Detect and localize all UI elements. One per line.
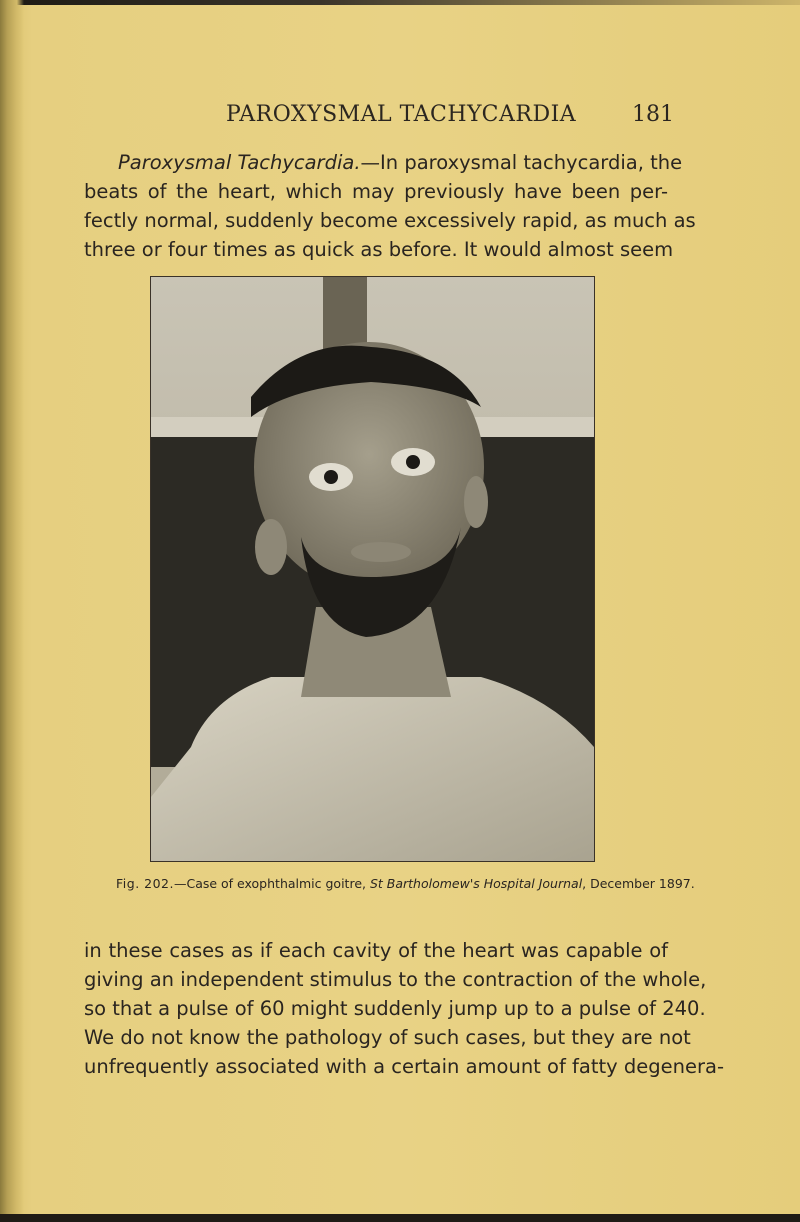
paragraph-line-text: —In paroxysmal tachycardia, the bbox=[360, 151, 683, 174]
patient-portrait-illustration bbox=[151, 277, 594, 861]
paragraph-line bbox=[84, 148, 683, 177]
scan-top-edge bbox=[0, 0, 800, 5]
paragraph-line: beats of the heart, which may previously have been per- bbox=[84, 180, 668, 203]
figure-photograph bbox=[150, 276, 595, 862]
running-head-title: PAROXYSMAL TACHYCARDIA bbox=[226, 102, 577, 127]
paragraph-line: We do not know the pathology of such cases, but they are not bbox=[84, 1026, 691, 1049]
page-number: 181 bbox=[632, 102, 674, 127]
paragraph-1 bbox=[84, 148, 696, 264]
caption-text: —Case of exophthalmic goitre, bbox=[173, 876, 370, 891]
scan-left-edge bbox=[0, 0, 24, 1222]
running-head bbox=[0, 102, 800, 132]
paragraph-line: giving an independent stimulus to the contraction of the whole, bbox=[84, 968, 707, 991]
caption-source: St Bartholomew's Hospital Journal bbox=[369, 876, 583, 891]
paragraph-line: so that a pulse of 60 might suddenly jump up to a pulse of 240. bbox=[84, 997, 706, 1020]
paragraph-2 bbox=[84, 936, 724, 1081]
figure-label: Fig. 202. bbox=[116, 876, 174, 891]
scan-bottom-edge bbox=[0, 1214, 800, 1222]
caption-date: , December 1897. bbox=[582, 876, 695, 891]
paragraph-line: in these cases as if each cavity of the heart was capable of bbox=[84, 939, 668, 962]
paragraph-line: fectly normal, suddenly become excessively rapid, as much as bbox=[84, 209, 696, 232]
paragraph-line: three or four times as quick as before. It would almost seem bbox=[84, 238, 674, 261]
figure-caption bbox=[116, 876, 695, 891]
paragraph-line: unfrequently associated with a certain amount of fatty degenera- bbox=[84, 1055, 724, 1078]
section-heading: Paroxysmal Tachycardia. bbox=[118, 151, 361, 174]
